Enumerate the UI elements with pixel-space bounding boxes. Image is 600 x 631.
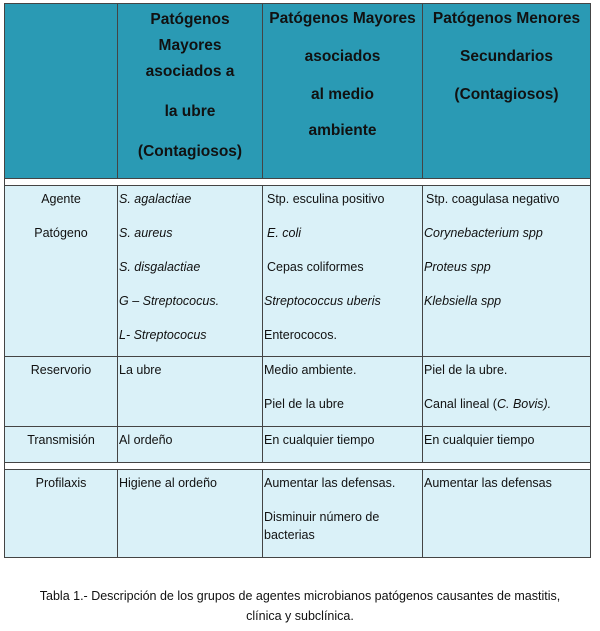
cell-text: Piel de la ubre	[264, 397, 344, 411]
pathogen-table	[4, 3, 591, 558]
header-text: Patógenos	[150, 11, 230, 28]
cell-text: Aumentar las defensas.	[264, 476, 396, 490]
pathogen-name: S. agalactiae	[119, 192, 192, 206]
cell-text: Disminuir número de	[264, 510, 380, 524]
cell-minor-secondary	[423, 357, 591, 427]
cell-minor-secondary	[423, 470, 591, 558]
pathogen-name: L- Streptococus	[119, 328, 207, 342]
table-row-reservoir	[5, 357, 591, 427]
cell-text: Aumentar las defensas	[424, 476, 552, 490]
header-text: Patógenos Mayores	[269, 10, 416, 27]
pathogen-name: Corynebacterium spp	[424, 226, 543, 240]
pathogen-name: Klebsiella spp	[424, 294, 502, 308]
pathogen-name: Proteus spp	[424, 260, 491, 274]
header-minor-secondary	[423, 4, 591, 179]
cell-major-environment	[263, 357, 423, 427]
cell-text: En cualquier tiempo	[264, 433, 375, 447]
row-label-cell	[5, 470, 118, 558]
pathogen-name: S. disgalactiae	[119, 260, 201, 274]
cell-minor-secondary	[423, 427, 591, 463]
cell-major-udder	[118, 470, 263, 558]
cell-text: Canal lineal (	[424, 397, 497, 411]
row-label: Transmisión	[27, 433, 95, 447]
cell-text: Piel de la ubre.	[424, 363, 508, 377]
header-major-environment	[263, 4, 423, 179]
header-text: asociados a	[145, 63, 235, 80]
row-label: Agente	[41, 192, 81, 206]
row-label: Profilaxis	[35, 476, 87, 490]
table-row-agent	[5, 186, 591, 357]
header-text: la ubre	[164, 103, 216, 120]
table-header-row	[5, 4, 591, 179]
cell-text: Al ordeño	[119, 433, 173, 447]
cell-text: Medio ambiente.	[264, 363, 357, 377]
pathogen-name: Stp. esculina positivo	[267, 192, 385, 206]
cell-major-environment	[263, 427, 423, 463]
pathogen-name: S. aureus	[119, 226, 173, 240]
cell-major-udder	[118, 357, 263, 427]
table-row-transmission	[5, 427, 591, 463]
row-label: Reservorio	[30, 363, 92, 377]
header-text: (Contagiosos)	[454, 86, 559, 103]
pathogen-name: G – Streptococus.	[119, 294, 220, 308]
pathogen-name: E. coli	[267, 226, 302, 240]
cell-text: La ubre	[119, 363, 162, 377]
table-caption	[10, 586, 590, 626]
cell-major-environment	[263, 186, 423, 357]
header-text: Secundarios	[459, 48, 554, 65]
row-label: Patógeno	[34, 226, 88, 240]
row-label-cell	[5, 427, 118, 463]
row-label-cell	[5, 186, 118, 357]
caption-line: Tabla 1.- Descripción de los grupos de agentes microbianos patógenos causantes de mastitis,	[39, 589, 561, 603]
header-text: al medio	[311, 86, 374, 103]
pathogen-name: Enterococos.	[264, 328, 337, 342]
cell-text: Higiene al ordeño	[119, 476, 217, 490]
cell-minor-secondary	[423, 186, 591, 357]
header-major-udder	[118, 4, 263, 179]
cell-text-mixed	[423, 391, 590, 425]
header-text: ambiente	[308, 122, 377, 139]
header-text: Patógenos Menores	[432, 10, 581, 27]
cell-major-udder	[118, 186, 263, 357]
cell-text: bacterias	[264, 528, 315, 542]
pathogen-name: Streptococcus uberis	[264, 294, 381, 308]
caption-line: clínica y subclínica.	[246, 609, 354, 623]
cell-major-environment	[263, 470, 423, 558]
header-text: asociados	[304, 48, 381, 65]
cell-text: En cualquier tiempo	[424, 433, 535, 447]
pathogen-name: Stp. coagulasa negativo	[426, 192, 560, 206]
cell-major-udder	[118, 427, 263, 463]
header-text: Mayores	[158, 37, 222, 54]
header-empty-cell	[5, 4, 118, 179]
row-label-cell	[5, 357, 118, 427]
pathogen-name: Cepas coliformes	[267, 260, 364, 274]
table-row-prophylaxis	[5, 470, 591, 558]
pathogen-name: C. Bovis).	[496, 397, 552, 411]
header-text: (Contagiosos)	[137, 143, 243, 160]
